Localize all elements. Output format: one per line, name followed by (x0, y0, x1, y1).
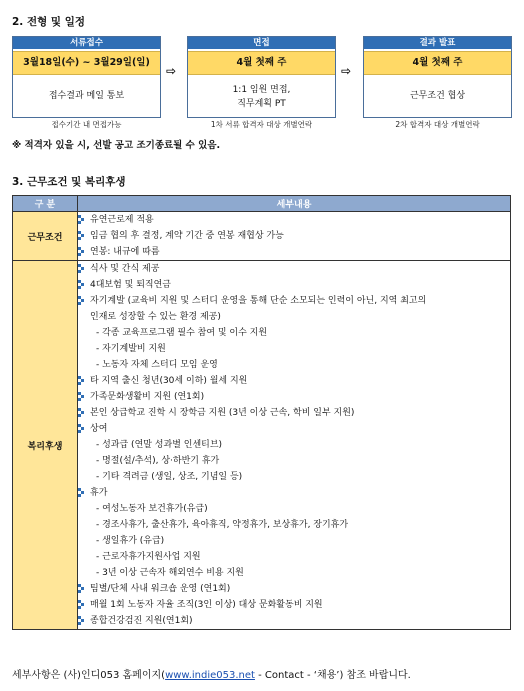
bullet-icon (78, 215, 87, 225)
row-details (78, 261, 511, 630)
list-item-text: 팀별/단체 사내 워크숍 운영 (연1회) (90, 584, 231, 594)
section-title-schedule: 2. 전형 및 일정 (12, 16, 85, 28)
row-category: 근무조건 (13, 212, 78, 261)
step-body-line: 1:1 임원 면접, (232, 85, 291, 95)
step-head: 서류접수 (13, 37, 160, 49)
header-category: 구 분 (13, 196, 78, 212)
list-item-text: - 성과급 (연말 성과별 인센티브) (96, 440, 223, 450)
list-item-text: 타 지역 출신 청년(30세 이하) 월세 지원 (90, 376, 248, 386)
row-details (78, 212, 511, 261)
list-item-text: 유연근로제 적용 (90, 215, 154, 225)
list-item (78, 501, 510, 517)
footer-suffix: - Contact - ‘채용’) 참조 바랍니다. (254, 670, 411, 681)
list-item-text: - 생일휴가 (유급) (96, 536, 165, 546)
list-item (78, 565, 510, 581)
step-head: 결과 발표 (364, 37, 511, 49)
footer-prefix: 세부사항은 (사)인디053 홈페이지( (12, 670, 166, 681)
list-item-text: 가족문화생활비 지원 (연1회) (90, 392, 205, 402)
list-item (78, 244, 510, 260)
bullet-icon (78, 247, 87, 257)
list-item-text: - 기타 격려금 (생일, 상조, 기념일 등) (96, 472, 243, 482)
step-box-2 (187, 36, 336, 118)
bullet-icon (78, 280, 87, 290)
list-item (78, 549, 510, 565)
bullet-icon (78, 584, 87, 594)
footer-note (12, 666, 411, 681)
list-item (78, 277, 510, 293)
list-item (78, 325, 510, 341)
section-title-conditions: 3. 근무조건 및 복리후생 (12, 176, 126, 188)
list-item-text: 식사 및 간식 제공 (90, 264, 160, 274)
list-item-text: 연봉: 내규에 따름 (90, 247, 160, 257)
list-item (78, 373, 510, 389)
list-item (78, 437, 510, 453)
conditions-table (12, 195, 511, 630)
list-item (78, 469, 510, 485)
step-box-1 (12, 36, 161, 118)
list-item-text: 매월 1회 노동자 자율 조직(3인 이상) 대상 문화활동비 지원 (90, 600, 323, 610)
step-body-line: 접수결과 메일 통보 (48, 91, 125, 101)
arrow-right-icon: ⇨ (341, 64, 352, 78)
list-item (78, 597, 510, 613)
header-details: 세부내용 (78, 196, 511, 212)
bullet-icon (78, 392, 87, 402)
step-date: 4월 첫째 주 (188, 51, 335, 75)
table-row (13, 261, 511, 630)
bullet-icon (78, 231, 87, 241)
step-note: 2차 합격자 대상 개별연락 (395, 120, 480, 129)
table-header-row (13, 196, 511, 212)
list-item-text: 4대보험 및 퇴직연금 (90, 280, 172, 290)
list-item (78, 389, 510, 405)
step-date: 3월18일(수) ~ 3월29일(일) (13, 51, 160, 75)
list-item-text: - 근로자휴가지원사업 지원 (96, 552, 201, 562)
step-box-3 (363, 36, 512, 118)
homepage-link[interactable]: www.indie053.net (165, 670, 255, 681)
list-item-text: 상여 (90, 424, 108, 434)
bullet-icon (78, 408, 87, 418)
list-item (78, 341, 510, 357)
step-body (364, 75, 511, 103)
table-row (13, 212, 511, 261)
arrow-right-icon: ⇨ (166, 64, 177, 78)
list-item (78, 613, 510, 629)
list-item-text: - 경조사휴가, 출산휴가, 육아휴직, 약정휴가, 보상휴가, 장기휴가 (96, 520, 349, 530)
bullet-icon (78, 600, 87, 610)
step-body-line: 직무계획 PT (237, 99, 286, 109)
step-body (13, 75, 160, 103)
list-item (78, 581, 510, 597)
list-item (78, 309, 510, 325)
step-note: 접수기간 내 면접가능 (51, 120, 122, 129)
list-item (78, 517, 510, 533)
bullet-icon (78, 376, 87, 386)
step-head: 면접 (188, 37, 335, 49)
row-category: 복리후생 (13, 261, 78, 630)
list-item (78, 485, 510, 501)
bullet-icon (78, 616, 87, 626)
bullet-icon (78, 264, 87, 274)
list-item (78, 357, 510, 373)
list-item-text: 본인 상급학교 진학 시 장학금 지원 (3년 이상 근속, 학비 일부 지원) (90, 408, 355, 418)
list-item-text: 자기계발 (교육비 지원 및 스터디 운영을 통해 단순 소모되는 인력이 아닌, 지역 최고의 (90, 296, 427, 306)
step-note: 1차 서류 합격자 대상 개별연락 (210, 120, 313, 129)
bullet-icon (78, 488, 87, 498)
list-item-text: - 명절(설/추석), 상·하반기 휴가 (96, 456, 220, 466)
list-item-text: - 자기계발비 지원 (96, 344, 166, 354)
list-item-text: - 각종 교육프로그램 필수 참여 및 이수 지원 (96, 328, 268, 338)
list-item (78, 453, 510, 469)
list-item (78, 405, 510, 421)
list-item-text: 종합건강검진 지원(연1회) (90, 616, 193, 626)
list-item (78, 261, 510, 277)
list-item (78, 293, 510, 309)
step-body (188, 75, 335, 111)
bullet-icon (78, 296, 87, 306)
list-item (78, 228, 510, 244)
list-item-text: - 여성노동자 보건휴가(유급) (96, 504, 208, 514)
list-item-text: - 3년 이상 근속자 해외연수 비용 지원 (96, 568, 244, 578)
list-item-text: 휴가 (90, 488, 108, 498)
list-item (78, 212, 510, 228)
list-item-text: 인재로 성장할 수 있는 환경 제공) (90, 312, 221, 322)
step-date: 4월 첫째 주 (364, 51, 511, 75)
list-item-text: - 노동자 자체 스터디 모임 운영 (96, 360, 218, 370)
bullet-icon (78, 424, 87, 434)
early-close-notice: ※ 적격자 있을 시, 선발 공고 조기종료될 수 있음. (12, 140, 221, 151)
step-body-line: 근무조건 협상 (409, 91, 466, 101)
list-item (78, 421, 510, 437)
list-item-text: 임금 협의 후 결정, 계약 기간 중 연봉 재협상 가능 (90, 231, 284, 241)
list-item (78, 533, 510, 549)
